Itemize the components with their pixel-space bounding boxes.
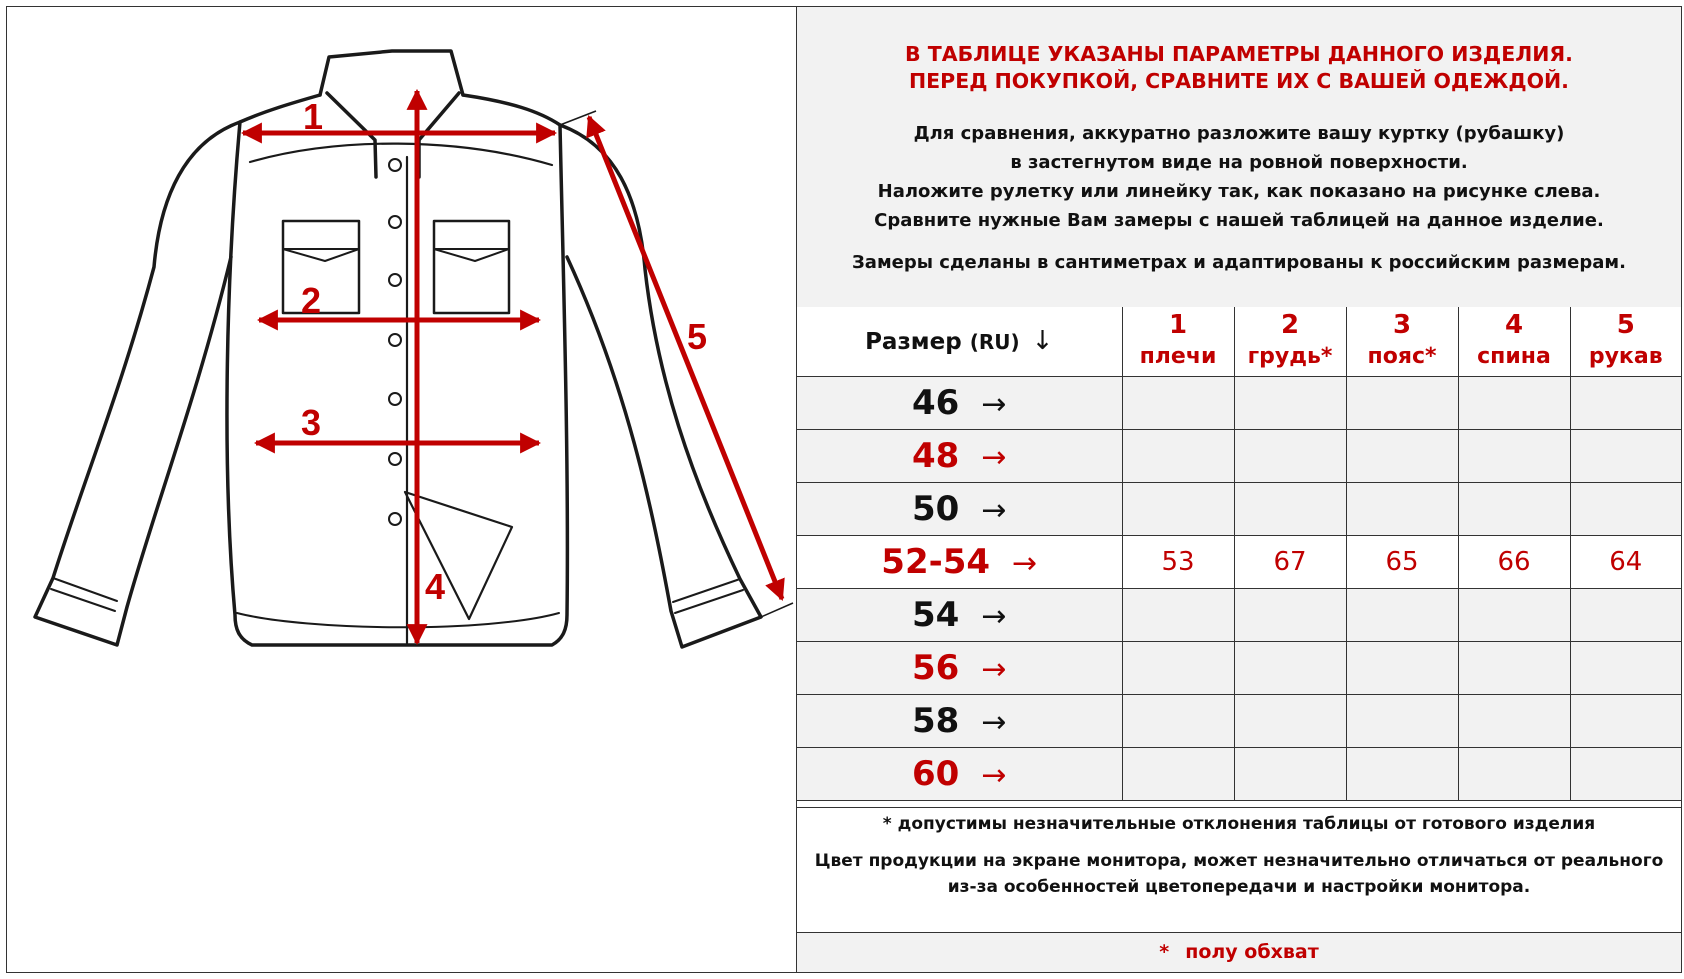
hem-curve [237,613,559,627]
value-cell [1234,694,1346,747]
value-cell [1234,429,1346,482]
right-sleeve [560,125,761,647]
column-name: рукав [1588,344,1663,370]
column-name: пояс* [1367,344,1437,370]
size-cell [797,694,1122,747]
shirt-outline [35,51,761,647]
column-name: грудь* [1247,344,1333,370]
value-cell [1570,376,1681,429]
column-number: 2 [1280,310,1300,341]
value-cell [1122,376,1234,429]
size-label: 56 [912,647,960,688]
value-cell-chest: 67 [1234,535,1346,588]
table-row [797,641,1681,694]
column-name: плечи [1139,344,1217,370]
marker-1: 1 [303,96,324,137]
color-disclaimer-line-2: из-за особенностей цветопередачи и настройки монитора. [947,877,1531,897]
column-number: 5 [1616,310,1635,341]
shirt-diagram-panel [7,7,797,972]
table-row [797,588,1681,641]
table-row [797,376,1681,429]
shirt-buttons [389,159,401,525]
value-cell [1458,641,1570,694]
arrow-right-icon: → [981,757,1007,793]
size-cell [797,376,1122,429]
button [389,453,401,465]
size-label: 52-54 [881,541,991,582]
footer-note [797,933,1681,972]
info-panel [797,7,1681,972]
arrow-right-icon: → [981,704,1007,740]
table-row [797,429,1681,482]
value-cell-back: 66 [1458,535,1570,588]
value-cell [1346,641,1458,694]
table-row [797,482,1681,535]
right-pocket [434,221,509,313]
value-cell [1458,747,1570,800]
column-number: 4 [1504,310,1524,341]
size-cell [797,588,1122,641]
value-cell [1570,588,1681,641]
button [389,393,401,405]
value-cell [1458,376,1570,429]
size-chart-sheet [6,6,1682,973]
right-pocket-flap [434,249,509,261]
left-cuff [51,578,117,611]
size-header-label: Размер [865,329,962,356]
size-header-suffix: (RU) [969,330,1020,355]
table-row [797,747,1681,800]
value-cell [1458,588,1570,641]
size-column-header [797,307,1122,376]
sleeve-arrow [589,117,782,599]
value-cell [1122,747,1234,800]
arrow-right-icon: → [981,651,1007,687]
size-label: 50 [912,488,960,529]
value-cell [1122,588,1234,641]
table-row [797,694,1681,747]
value-cell [1570,482,1681,535]
size-label: 60 [912,753,960,794]
instructions-block [797,7,1681,308]
arrow-right-icon: → [981,439,1007,475]
size-cell [797,482,1122,535]
size-label: 54 [912,594,960,635]
value-cell [1346,694,1458,747]
size-cell [797,429,1122,482]
value-cell [1122,429,1234,482]
value-cell [1570,641,1681,694]
value-cell [1346,482,1458,535]
footer-text: полу обхват [1185,941,1319,963]
asterisk-icon: * [1159,941,1170,963]
size-label: 48 [912,435,960,476]
marker-2: 2 [301,280,322,321]
value-cell [1346,376,1458,429]
value-cell [1458,429,1570,482]
value-cell-waist: 65 [1346,535,1458,588]
column-header-sleeve [1570,307,1681,376]
value-cell [1570,429,1681,482]
marker-3: 3 [301,402,322,443]
arrow-right-icon: → [1012,545,1038,581]
value-cell [1346,747,1458,800]
value-cell [1234,641,1346,694]
sleeve-tick-bottom [761,603,793,617]
table-header-row [797,307,1681,376]
warning-line-1: В ТАБЛИЦЕ УКАЗАНЫ ПАРАМЕТРЫ ДАННОГО ИЗДЕЛИЯ. [905,42,1573,66]
arrow-down-icon: ↓ [1031,326,1054,357]
instruction-line-1: Для сравнения, аккуратно разложите вашу куртку (рубашку) [913,123,1565,144]
measurement-arrows [243,91,782,643]
value-cell [1234,588,1346,641]
column-header-back [1458,307,1570,376]
button [389,274,401,286]
column-number: 3 [1392,310,1412,341]
value-cell [1122,694,1234,747]
button [389,216,401,228]
instruction-line-3: Наложите рулетку или линейку так, как показано на рисунке слева. [877,181,1601,202]
arrow-right-icon: → [981,386,1007,422]
collar-stand [320,51,463,95]
body-outline [227,95,567,645]
value-cell-sleeve: 64 [1570,535,1681,588]
marker-5: 5 [687,316,708,357]
value-cell [1458,482,1570,535]
color-disclaimer-line-1: Цвет продукции на экране монитора, может незначительно отличаться от реального [814,851,1664,871]
marker-4: 4 [425,566,446,607]
value-cell [1346,429,1458,482]
button [389,159,401,171]
size-label: 58 [912,700,960,741]
value-cell [1122,482,1234,535]
right-cuff [673,579,743,613]
left-sleeve [35,122,240,645]
shirt-diagram [7,7,795,972]
left-pocket-flap [283,249,359,261]
value-cell [1570,747,1681,800]
button [389,513,401,525]
arrow-right-icon: → [981,492,1007,528]
column-header-shoulders [1122,307,1234,376]
value-cell [1458,694,1570,747]
units-note: Замеры сделаны в сантиметрах и адаптированы к российским размерам. [852,252,1626,273]
warning-line-2: ПЕРЕД ПОКУПКОЙ, СРАВНИТЕ ИХ С ВАШЕЙ ОДЕЖДОЙ. [909,69,1569,93]
value-cell [1570,694,1681,747]
size-label: 46 [912,382,960,423]
value-cell [1234,747,1346,800]
button [389,334,401,346]
size-cell [797,641,1122,694]
notes-block [797,807,1681,933]
value-cell [1346,588,1458,641]
size-table [797,307,1681,801]
color-disclaimer [797,848,1681,900]
value-cell [1234,376,1346,429]
measurement-markers [301,96,707,607]
value-cell [1234,482,1346,535]
column-header-chest [1234,307,1346,376]
size-cell [797,535,1122,588]
tolerance-note: * допустимы незначительные отклонения таблицы от готового изделия [882,814,1596,834]
column-number: 1 [1168,310,1188,341]
value-cell-shoulders: 53 [1122,535,1234,588]
instruction-line-2: в застегнутом виде на ровной поверхности. [1010,152,1468,173]
size-cell [797,747,1122,800]
arrow-right-icon: → [981,598,1007,634]
table-row-highlighted [797,535,1681,588]
column-header-waist [1346,307,1458,376]
instruction-line-4: Сравните нужные Вам замеры с нашей таблицей на данное изделие. [874,210,1604,231]
column-name: спина [1477,344,1551,370]
value-cell [1122,641,1234,694]
front-fold [405,492,512,619]
